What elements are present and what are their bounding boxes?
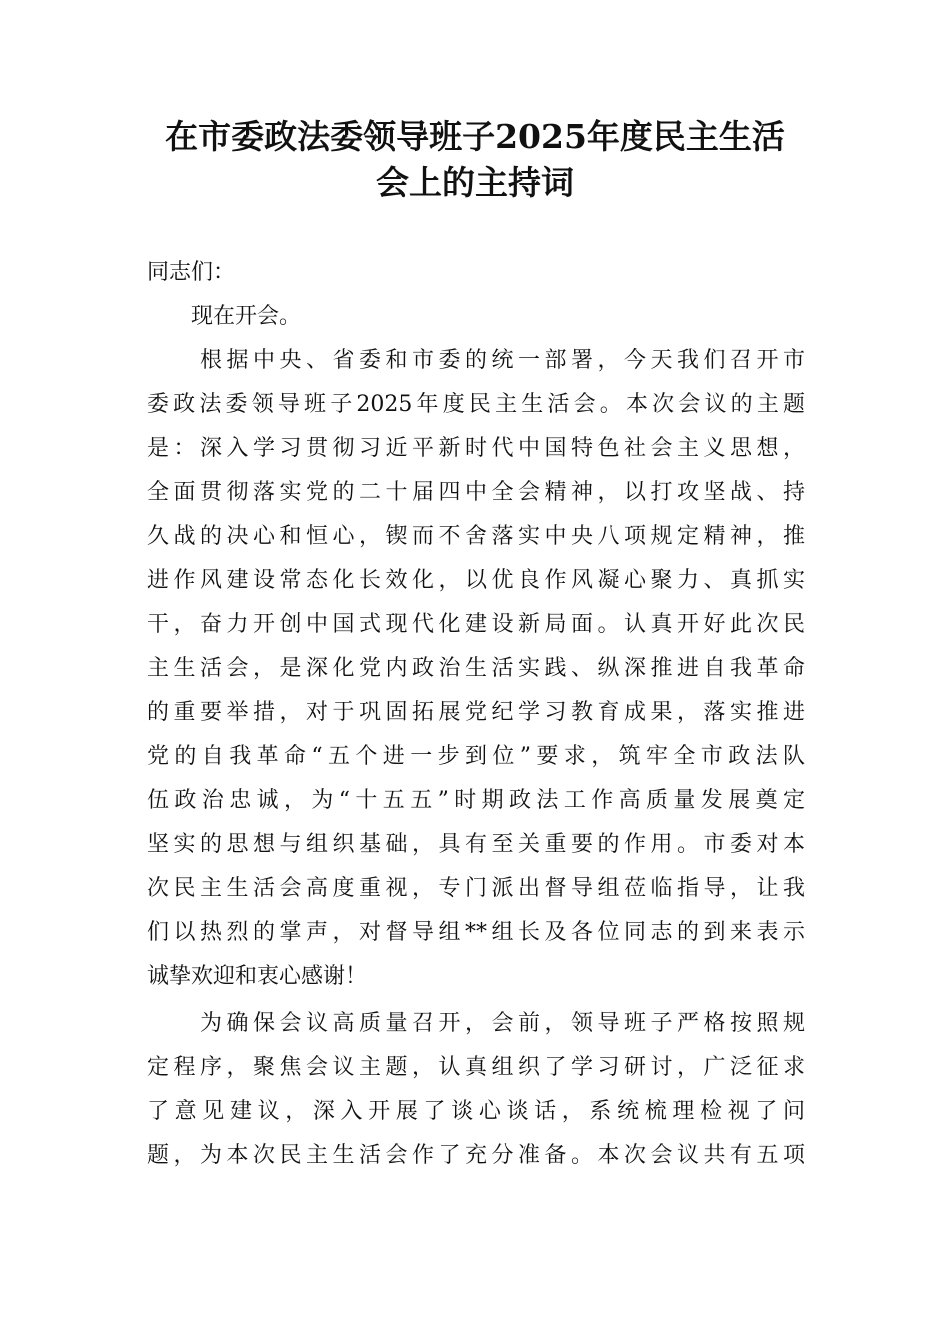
document-body — [147, 251, 805, 1178]
paragraph-line: 诚挚欢迎和衷心感谢！ — [147, 964, 368, 989]
paragraph-line: 为确保会议高质量召开，会前，领导班子严格按照规 — [147, 1011, 805, 1036]
paragraph — [147, 295, 805, 339]
document-title — [130, 114, 820, 206]
paragraph-line: 现在开会。 — [147, 304, 302, 329]
paragraph-line: 是：深入学习贯彻习近平新时代中国特色社会主义思想， — [147, 436, 805, 461]
paragraph-line: 党的自我革命“五个进一步到位”要求，筑牢全市政法队 — [147, 744, 805, 769]
paragraph-line: 题，为本次民主生活会作了充分准备。本次会议共有五项 — [147, 1143, 805, 1168]
paragraph-line: 们以热烈的掌声，对督导组**组长及各位同志的到来表示 — [147, 920, 805, 945]
paragraph — [147, 1002, 805, 1178]
title-line: 在市委政法委领导班子2025年度民主生活 — [165, 117, 785, 156]
paragraph-line: 伍政治忠诚，为“十五五”时期政法工作高质量发展奠定 — [147, 788, 805, 813]
paragraph-line: 久战的决心和恒心，锲而不舍落实中央八项规定精神，推 — [147, 524, 805, 549]
paragraph-line: 次民主生活会高度重视，专门派出督导组莅临指导，让我 — [147, 876, 805, 901]
paragraph-line: 干，奋力开创中国式现代化建设新局面。认真开好此次民 — [147, 612, 805, 637]
paragraph-line: 坚实的思想与组织基础，具有至关重要的作用。市委对本 — [147, 832, 805, 857]
greeting: 同志们： — [147, 260, 236, 285]
paragraph — [147, 339, 805, 999]
paragraph-line: 根据中央、省委和市委的统一部署，今天我们召开市 — [147, 348, 805, 373]
paragraph-line: 的重要举措，对于巩固拓展党纪学习教育成果，落实推进 — [147, 700, 805, 725]
paragraph-line: 全面贯彻落实党的二十届四中全会精神，以打攻坚战、持 — [147, 480, 805, 505]
paragraph-line: 委政法委领导班子2025年度民主生活会。本次会议的主题 — [147, 392, 805, 417]
title-line: 会上的主持词 — [376, 163, 574, 202]
paragraph-line: 了意见建议，深入开展了谈心谈话，系统梳理检视了问 — [147, 1099, 805, 1124]
paragraph-line: 进作风建设常态化长效化，以优良作风凝心聚力、真抓实 — [147, 568, 805, 593]
paragraph-line: 定程序，聚焦会议主题，认真组织了学习研讨，广泛征求 — [147, 1055, 805, 1080]
paragraph-line: 主生活会，是深化党内政治生活实践、纵深推进自我革命 — [147, 656, 805, 681]
